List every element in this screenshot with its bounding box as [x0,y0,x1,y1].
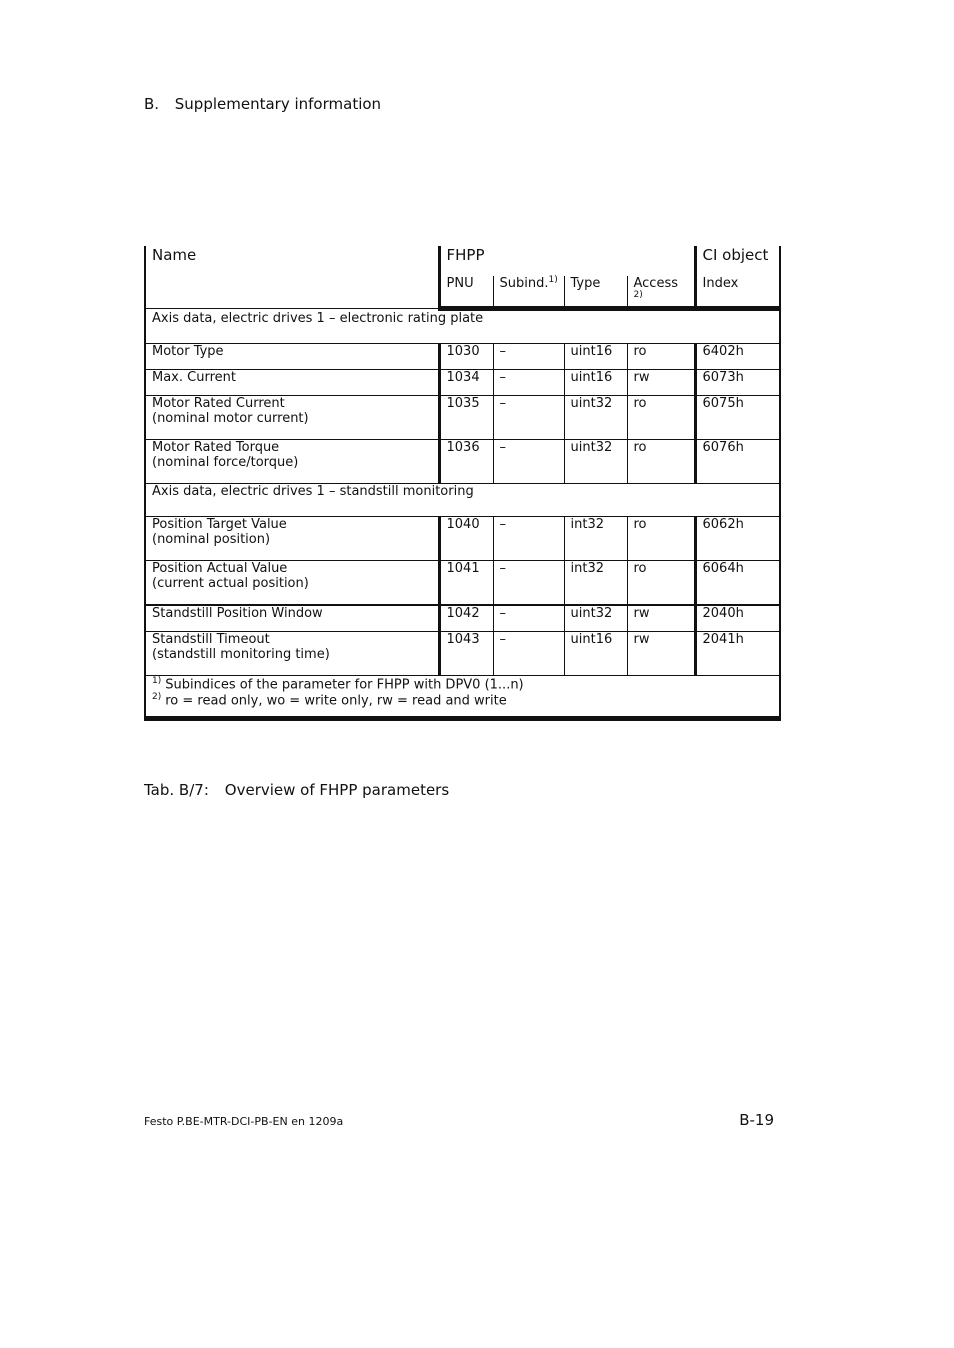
param-description: (nominal motor current) [152,411,309,426]
param-index: 6062h [695,517,780,561]
table-row [145,561,780,606]
param-subind: – [493,517,564,561]
page-header [144,95,381,113]
param-type: int32 [564,561,627,606]
param-access: rw [627,632,695,676]
param-access: ro [627,440,695,484]
param-pnu: 1036 [439,440,493,484]
table-row [145,632,780,676]
param-name: Standstill Timeout [152,632,270,647]
param-access: ro [627,344,695,370]
param-access: rw [627,605,695,632]
param-access: ro [627,561,695,606]
access-label: Access [633,276,679,291]
param-description: (nominal position) [152,532,271,547]
col-header-type: Type [564,276,627,309]
param-type: uint32 [564,440,627,484]
col-header-name: Name [145,246,439,309]
param-name: Position Actual Value [152,561,288,576]
col-header-ci-object: CI object [695,246,780,276]
param-type: uint32 [564,396,627,440]
subind-footnote-mark: 1) [548,275,558,285]
param-type: uint16 [564,370,627,396]
param-subind: – [493,605,564,632]
table-caption [144,781,449,799]
param-index: 6073h [695,370,780,396]
footnote-text: ro = read only, wo = write only, rw = read and write [165,693,507,709]
section-row [145,309,780,344]
param-subind: – [493,370,564,396]
param-pnu: 1034 [439,370,493,396]
param-index: 2041h [695,632,780,676]
param-type: uint16 [564,344,627,370]
table-row [145,440,780,484]
param-index: 2040h [695,605,780,632]
col-header-subind [493,276,564,309]
param-index: 6064h [695,561,780,606]
param-subind: – [493,632,564,676]
param-access: rw [627,370,695,396]
section-number: B. [144,95,160,113]
param-pnu: 1030 [439,344,493,370]
footnote-mark: 2) [152,692,162,703]
param-name: Position Target Value [152,517,287,532]
param-name: Motor Rated Torque [152,440,280,455]
section-title-cell: Axis data, electric drives 1 – standstill monitoring [145,484,780,517]
param-name: Motor Type [145,344,439,370]
param-pnu: 1043 [439,632,493,676]
param-description: (standstill monitoring time) [152,647,330,662]
table-row [145,605,780,632]
param-index: 6076h [695,440,780,484]
footnote-text: Subindices of the parameter for FHPP with DPV0 (1...n) [165,677,524,693]
param-subind: – [493,440,564,484]
footnotes-row [145,676,780,719]
table-row [145,396,780,440]
param-pnu: 1042 [439,605,493,632]
param-index: 6075h [695,396,780,440]
param-index: 6402h [695,344,780,370]
section-row [145,484,780,517]
caption-text: Overview of FHPP parameters [224,781,450,799]
col-header-index: Index [695,276,780,309]
footer-doc-id: Festo P.BE-MTR-DCI-PB-EN en 1209a [144,1115,344,1128]
param-subind: – [493,561,564,606]
param-name: Standstill Position Window [145,605,439,632]
param-name: Max. Current [145,370,439,396]
section-title: Supplementary information [174,95,382,113]
col-header-pnu: PNU [439,276,493,309]
fhpp-parameter-table [144,246,781,721]
param-access: ro [627,517,695,561]
footnotes-cell [145,676,780,719]
table-row [145,370,780,396]
caption-label: Tab. B/7: [144,781,209,799]
param-name-cell [145,517,439,561]
footnote-2 [152,692,773,708]
param-name-cell [145,440,439,484]
col-header-access [627,276,695,309]
param-subind: – [493,344,564,370]
footnote-1 [152,676,773,692]
param-type: uint16 [564,632,627,676]
footnote-mark: 1) [152,676,162,686]
param-name: Motor Rated Current [152,396,285,411]
param-type: int32 [564,517,627,561]
section-title-cell: Axis data, electric drives 1 – electronic rating plate [145,309,780,344]
param-description: (current actual position) [152,576,309,591]
table-row [145,344,780,370]
param-type: uint32 [564,605,627,632]
param-name-cell [145,396,439,440]
subind-label: Subind. [499,276,549,291]
param-access: ro [627,396,695,440]
col-header-fhpp: FHPP [439,246,695,276]
param-pnu: 1035 [439,396,493,440]
access-footnote-mark: 2) [633,290,643,300]
table-row [145,517,780,561]
param-name-cell [145,632,439,676]
param-name-cell [145,561,439,606]
page-number: B-19 [739,1111,774,1129]
param-description: (nominal force/torque) [152,455,299,470]
param-pnu: 1040 [439,517,493,561]
param-subind: – [493,396,564,440]
param-pnu: 1041 [439,561,493,606]
